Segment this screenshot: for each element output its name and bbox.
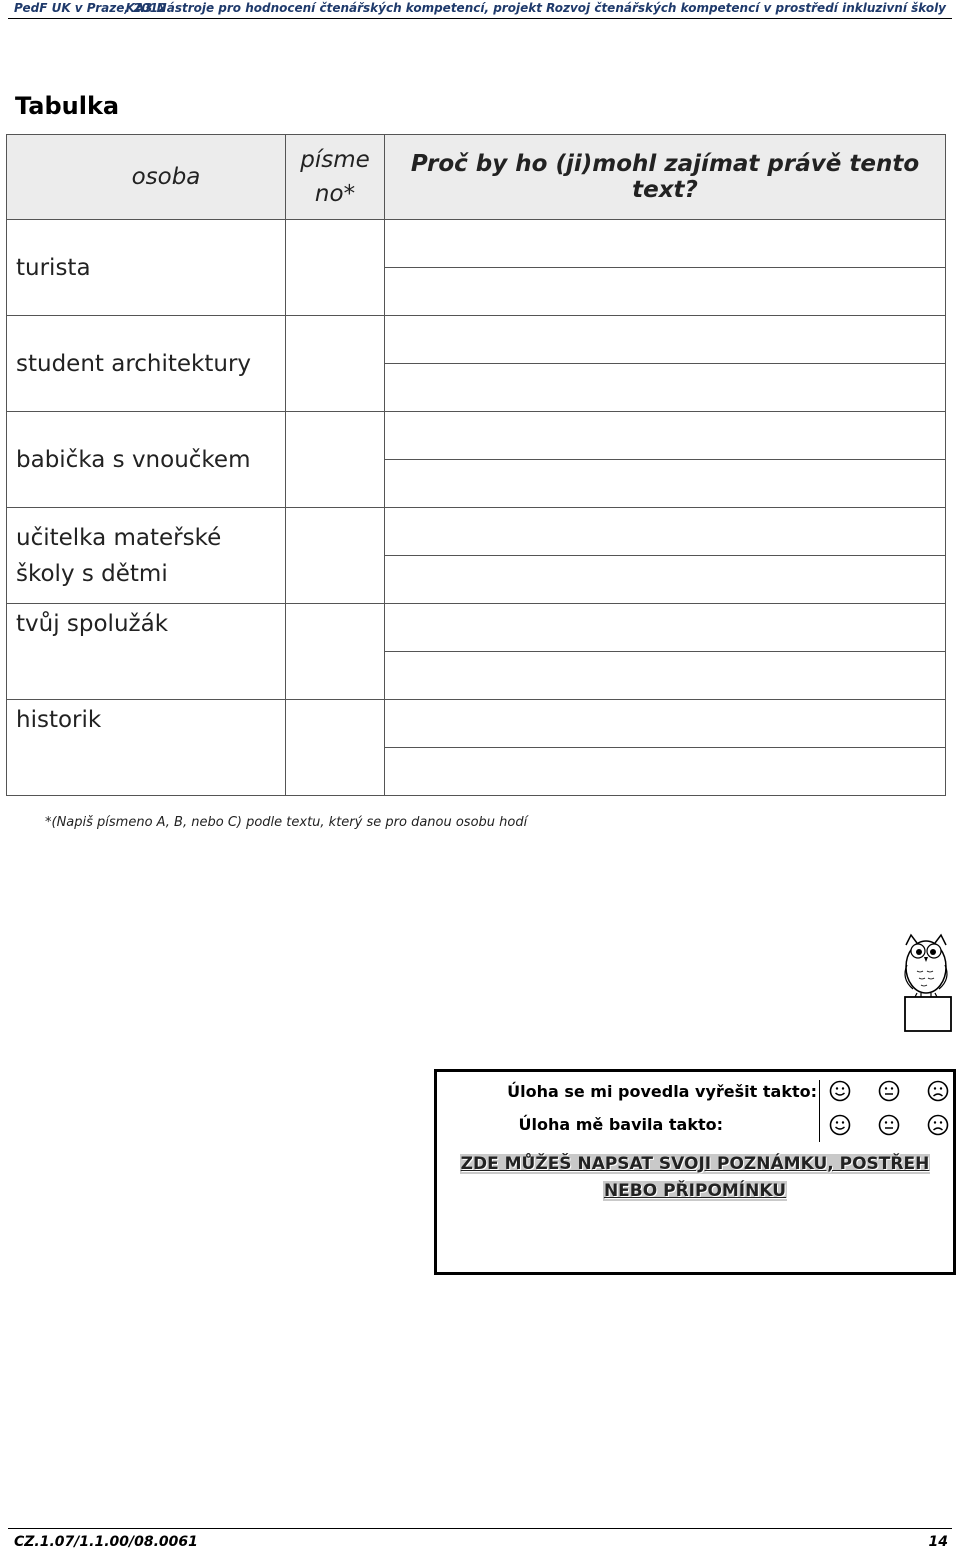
- row-label-historian: historik: [7, 700, 286, 796]
- enjoyed-rating: [829, 1114, 949, 1138]
- answer-cell[interactable]: [385, 364, 946, 412]
- answer-cell[interactable]: [385, 316, 946, 364]
- answer-cell[interactable]: [385, 460, 946, 508]
- letter-cell[interactable]: [286, 316, 385, 412]
- page-footer: [8, 1528, 952, 1550]
- letter-cell[interactable]: [286, 412, 385, 508]
- answer-cell[interactable]: [385, 556, 946, 604]
- row-label-architecture-student: student architektury: [7, 316, 286, 412]
- answer-cell[interactable]: [385, 604, 946, 652]
- letter-cell[interactable]: [286, 508, 385, 604]
- feedback-box[interactable]: [434, 1069, 956, 1275]
- row-label-tourist: turista: [7, 220, 286, 316]
- smile-icon[interactable]: [829, 1080, 851, 1102]
- letter-cell[interactable]: [286, 700, 385, 796]
- answer-table: [6, 134, 946, 796]
- header-person: osoba: [7, 135, 286, 220]
- header-institution: PedF UK v Praze, 2012: [14, 1, 167, 15]
- sad-face-icon[interactable]: [927, 1080, 949, 1102]
- header-question: Proč by ho (ji)mohl zajímat právě tento text?: [385, 135, 946, 220]
- note-prompt-line2: NEBO PŘIPOMÍNKU: [603, 1181, 787, 1201]
- feedback-enjoyed-label: Úloha mě bavila takto:: [518, 1115, 723, 1134]
- header-letter: písme no*: [286, 135, 385, 220]
- neutral-face-icon[interactable]: [878, 1080, 900, 1102]
- row-label-grandmother: babička s vnoučkem: [7, 412, 286, 508]
- letter-cell[interactable]: [286, 604, 385, 700]
- answer-cell[interactable]: [385, 748, 946, 796]
- owl-icon: [897, 931, 955, 1035]
- neutral-face-icon[interactable]: [878, 1114, 900, 1136]
- row-label-classmate: tvůj spolužák: [7, 604, 286, 700]
- answer-cell[interactable]: [385, 652, 946, 700]
- answer-cell[interactable]: [385, 220, 946, 268]
- sad-face-icon[interactable]: [927, 1114, 949, 1136]
- answer-cell[interactable]: [385, 508, 946, 556]
- letter-cell[interactable]: [286, 220, 385, 316]
- header-project: KA3 Nástroje pro hodnocení čtenářských kompetencí, projekt Rozvoj čtenářských kompetencí v prostředí inkluzivní školy: [125, 1, 946, 15]
- solved-rating: [829, 1080, 949, 1104]
- page-title: Tabulka: [15, 92, 120, 120]
- footnote: *(Napiš písmeno A, B, nebo C) podle textu, který se pro danou osobu hodí: [45, 815, 528, 830]
- page-number: 14: [928, 1534, 948, 1550]
- answer-cell[interactable]: [385, 700, 946, 748]
- smile-icon[interactable]: [829, 1114, 851, 1136]
- row-label-teacher: učitelka mateřské školy s dětmi: [7, 508, 286, 604]
- answer-cell[interactable]: [385, 268, 946, 316]
- project-code: CZ.1.07/1.1.00/08.0061: [14, 1534, 198, 1550]
- divider: [819, 1080, 820, 1142]
- answer-cell[interactable]: [385, 412, 946, 460]
- note-prompt-line1: ZDE MŮŽEŠ NAPSAT SVOJI POZNÁMKU, POSTŘEH: [460, 1154, 930, 1174]
- feedback-solved-label: Úloha se mi povedla vyřešit takto:: [507, 1082, 817, 1101]
- page-header: [8, 0, 952, 19]
